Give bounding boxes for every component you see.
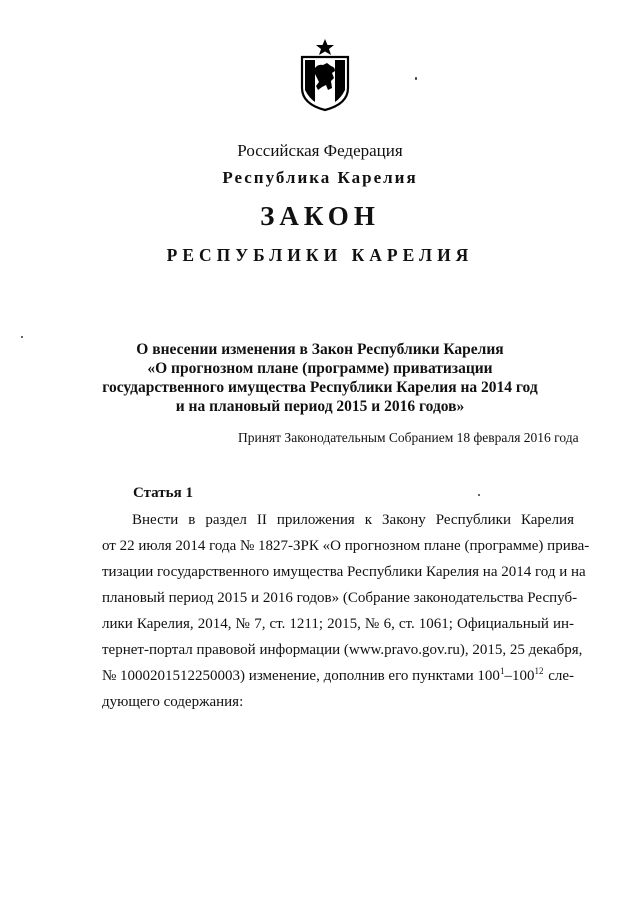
law-name — [0, 340, 640, 416]
superscript: 1 — [499, 666, 505, 676]
adoption-note: Принят Законодательным Собранием 18 февраля 2016 года — [238, 430, 579, 445]
karelia-coat-of-arms-icon — [296, 38, 354, 112]
republic-name: Республика Карелия — [222, 168, 418, 187]
scan-speck — [415, 77, 417, 80]
scan-speck — [478, 494, 480, 496]
law-subtitle: РЕСПУБЛИКИ КАРЕЛИЯ — [166, 245, 474, 265]
law-title: ЗАКОН — [260, 201, 380, 231]
body-line: плановый период 2015 и 2016 годов» (Собрание законодательства Респуб- — [102, 590, 578, 606]
body-line: тизации государственного имущества Республики Карелия на 2014 год и на — [102, 564, 586, 580]
article-body — [102, 507, 590, 715]
law-name-line: О внесении изменения в Закон Республики Карелия — [136, 341, 504, 358]
body-line-part: сле- — [548, 668, 574, 684]
law-name-line: государственного имущества Республики Карелия на 2014 год — [102, 379, 538, 396]
body-line — [102, 663, 574, 689]
body-line: Внести в раздел II приложения к Закону Республики Карелия — [132, 512, 574, 528]
law-name-line: и на плановый период 2015 и 2016 годов» — [175, 398, 465, 415]
body-line: лики Карелия, 2014, № 7, ст. 1211; 2015, № 6, ст. 1061; Официальный ин- — [102, 616, 574, 632]
body-line: от 22 июля 2014 года № 1827-ЗРК «О прогнозном плане (программе) прива- — [102, 538, 590, 554]
country-name: Российская Федерация — [237, 141, 403, 160]
scan-speck — [21, 336, 23, 338]
body-line: дующего содержания: — [102, 694, 244, 710]
body-line: тернет-портал правовой информации (www.pravo.gov.ru), 2015, 25 декабря, — [102, 642, 583, 658]
body-line-part: № 1000201512250003) изменение, дополнив его пунктами $100^1-100^{12}$ — [102, 666, 544, 684]
article-heading: Статья 1 — [133, 485, 193, 501]
law-name-line: «О прогнозном плане (программе) приватизации — [147, 360, 493, 377]
superscript: 12 — [534, 666, 544, 676]
